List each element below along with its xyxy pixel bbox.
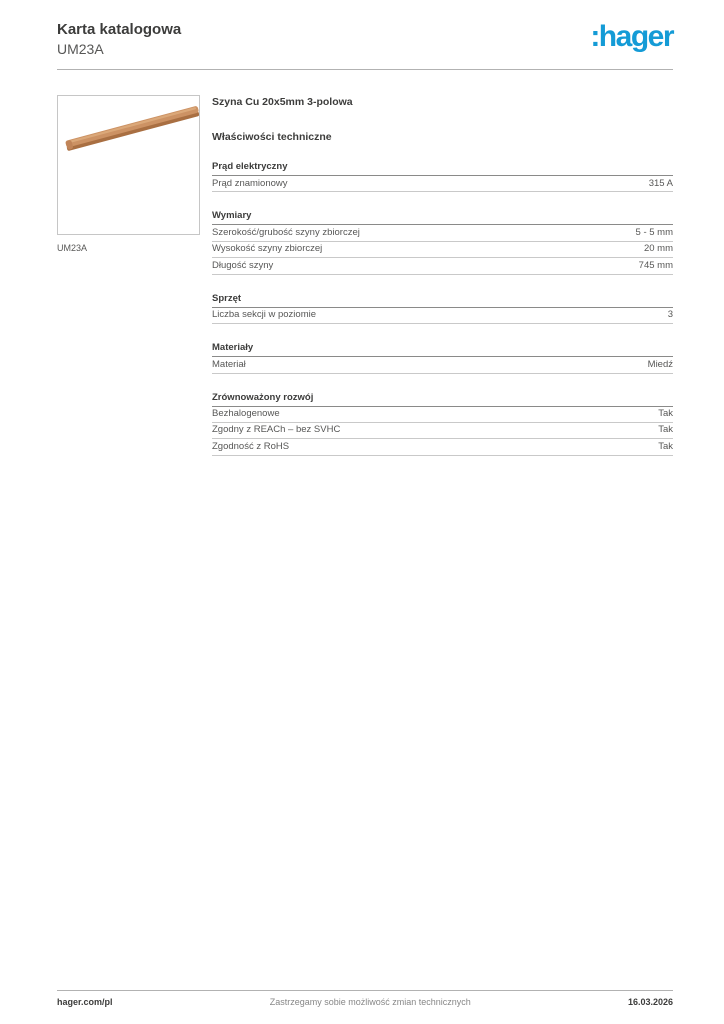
product-image-caption: UM23A <box>57 243 88 253</box>
product-image-box <box>57 95 200 235</box>
document-title: Karta katalogowa <box>57 21 182 38</box>
spec-row <box>212 423 673 439</box>
product-reference: UM23A <box>57 40 104 57</box>
spec-section-title: Materiały <box>212 342 673 357</box>
spec-label: Zgodny z REACh – bez SVHC <box>212 424 341 436</box>
spec-label: Zgodność z RoHS <box>212 440 290 452</box>
spec-label: Szerokość/grubość szyny zbiorczej <box>212 226 360 238</box>
spec-section-title: Sprzęt <box>212 293 673 308</box>
spec-section-sustainability <box>212 392 673 456</box>
spec-label: Liczba sekcji w poziomie <box>212 309 317 321</box>
spec-section-title: Zrównoważony rozwój <box>212 392 673 407</box>
spec-row <box>212 258 673 274</box>
spec-row <box>212 176 673 192</box>
spec-row <box>212 357 673 373</box>
copper-busbar-image <box>58 96 199 234</box>
spec-value: Tak <box>658 440 673 452</box>
spec-label: Długość szyny <box>212 259 274 271</box>
spec-row <box>212 225 673 241</box>
spec-value: 20 mm <box>643 243 673 255</box>
page-footer <box>57 997 673 1007</box>
page-header <box>57 21 181 58</box>
spec-section-materials <box>212 342 673 373</box>
spec-value: Tak <box>658 408 673 420</box>
spec-row <box>212 439 673 455</box>
spec-row <box>212 308 673 324</box>
spec-label: Materiał <box>212 358 246 370</box>
specs-heading: Właściwości techniczne <box>212 131 332 143</box>
spec-section-electrical <box>212 161 673 192</box>
hager-logo: :hager <box>590 20 673 53</box>
footer-disclaimer: Zastrzegamy sobie możliwość zmian technicznych <box>269 997 471 1007</box>
spec-label: Wysokość szyny zbiorczej <box>212 243 323 255</box>
spec-value: 3 <box>667 309 673 321</box>
spec-section-equipment <box>212 293 673 324</box>
spec-section-dimensions <box>212 210 673 274</box>
spec-label: Bezhalogenowe <box>212 408 280 420</box>
spec-value: Tak <box>658 424 673 436</box>
spec-row <box>212 407 673 423</box>
footer-website: hager.com/pl <box>57 997 113 1007</box>
spec-value: 745 mm <box>638 259 673 271</box>
spec-section-title: Prąd elektryczny <box>212 161 673 176</box>
footer-date: 16.03.2026 <box>627 997 673 1007</box>
spec-value: Miedź <box>647 358 673 370</box>
spec-value: 315 A <box>648 177 673 189</box>
footer-divider <box>57 990 673 991</box>
header-divider <box>57 69 673 70</box>
spec-content <box>212 90 673 456</box>
spec-row <box>212 242 673 258</box>
spec-label: Prąd znamionowy <box>212 177 288 189</box>
spec-value: 5 - 5 mm <box>635 226 673 238</box>
product-name: Szyna Cu 20x5mm 3-polowa <box>212 96 353 108</box>
spec-section-title: Wymiary <box>212 210 673 225</box>
